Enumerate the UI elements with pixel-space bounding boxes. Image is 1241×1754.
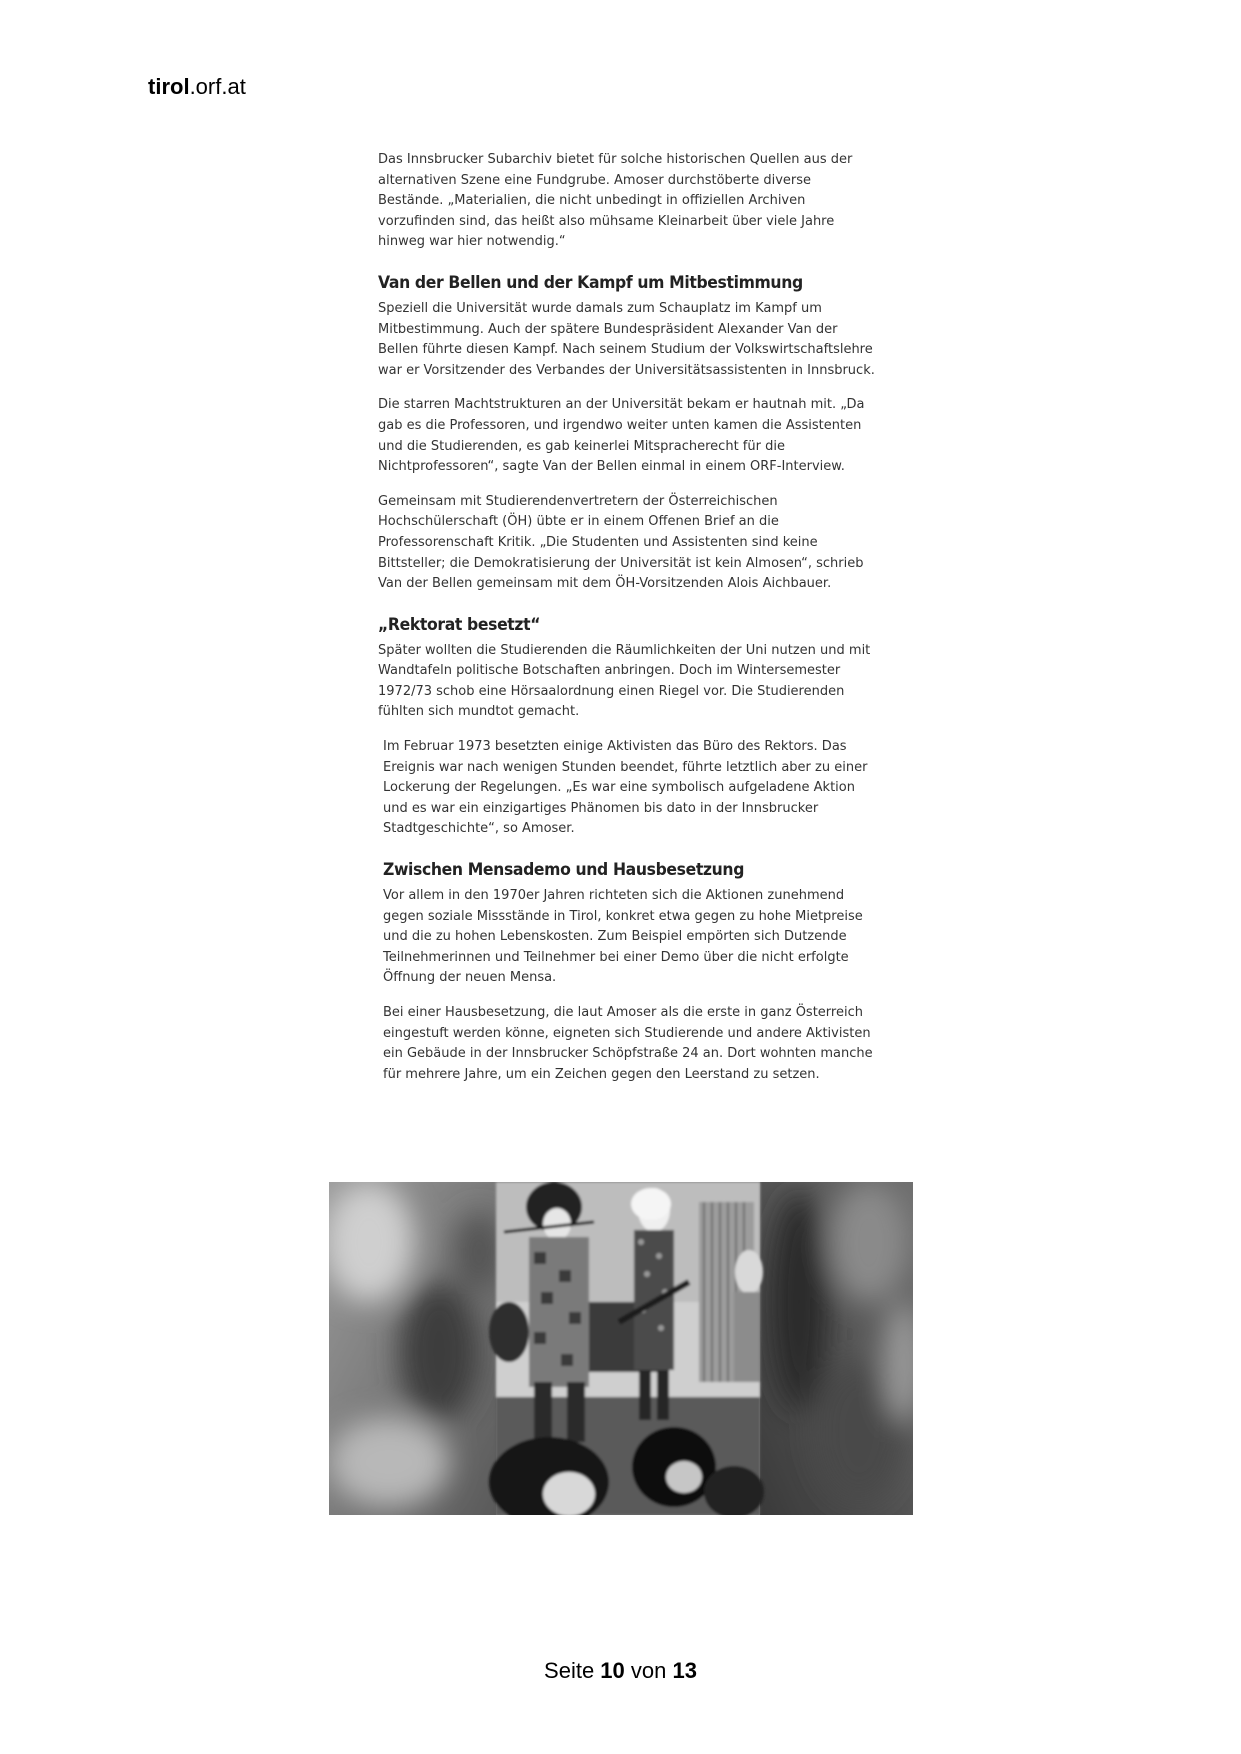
- current-page: 10: [600, 1658, 625, 1683]
- paragraph-wandtafeln: Später wollten die Studierenden die Räumlichkeiten der Uni nutzen und mit Wandtafeln politische Botschaften anbringen. Doch im Wintersemester 1972/73 schob eine Hörsaalordnung einen Riegel vor. Die Studierenden fühlten sich mundtot gemacht.: [378, 642, 871, 720]
- paragraph-social-issues: Vor allem in den 1970er Jahren richteten sich die Aktionen zunehmend gegen soziale Missstände in Tirol, konkret etwa gegen zu hohe Mietpreise und die zu hohen Lebenskosten. Zum Beispiel empörten sich Dutzende Teilnehmerinnen und Teilnehmer bei einer Demo über die nicht erfolgte Öffnung der neuen Mensa.: [383, 888, 863, 986]
- photo-main: [489, 1182, 764, 1515]
- heading-rektorat: „Rektorat besetzt“: [378, 614, 541, 635]
- heading-mensademo: Zwischen Mensademo und Hausbesetzung: [383, 860, 745, 881]
- paragraph-power-structures: Die starren Machtstrukturen an der Universität bekam er hautnah mit. „Da gab es die Professoren, und irgendwo weiter unten kamen die Assistenten und die Studierenden, es gab keinerlei Mitspracherecht für die Nichtprofessoren“, sagte Van der Bellen einmal in einem ORF-Interview.: [378, 397, 865, 475]
- page-separator: von: [624, 1658, 673, 1683]
- paragraph-subarchiv: Das Innsbrucker Subarchiv bietet für solche historischen Quellen aus der alternativen Szene eine Fundgrube. Amoser durchstöberte diverse Bestände. „Materialien, die nicht unbedingt in offiziellen Archiven vorzufinden sind, das heißt also mühsame Kleinarbeit über viele Jahre hinweg war hier notwendig.“: [378, 152, 853, 250]
- paragraph-open-letter: Gemeinsam mit Studierendenvertretern der Österreichischen Hochschülerschaft (ÖH) übte er in einem Offenen Brief an die Professorenschaft Kritik. „Die Studenten und Assistenten sind keine Bittsteller; die Demokratisierung der Universität ist kein Almosen“, schrieb Van der Bellen gemeinsam mit dem ÖH-Vorsitzenden Alois Aichbauer.: [378, 493, 864, 592]
- total-pages: 13: [672, 1658, 697, 1683]
- page-prefix: Seite: [544, 1658, 601, 1683]
- article-continued: [378, 737, 878, 1085]
- blurred-left-panel: [329, 1182, 504, 1515]
- site-name-bold: tirol: [148, 74, 190, 99]
- paragraph-university: Speziell die Universität wurde damals zum Schauplatz im Kampf um Mitbestimmung. Auch der spätere Bundespräsident Alexander Van der Bellen führte diesen Kampf. Nach seinem Studium der Volkswirtschaftslehre war er Vorsitzender des Verbandes der Universitätsassistenten in Innsbruck.: [378, 300, 875, 378]
- site-name-domain: .orf.at: [189, 74, 246, 99]
- heading-van-der-bellen: Van der Bellen und der Kampf um Mitbestimmung: [378, 272, 803, 293]
- concert-photo: [329, 1182, 913, 1515]
- blurred-right-panel: [760, 1182, 913, 1515]
- paragraph-occupation: Im Februar 1973 besetzten einige Aktivisten das Büro des Rektors. Das Ereignis war nach wenigen Stunden beendet, führte letztlich aber zu einer Lockerung der Regelungen. „Es war eine symbolisch aufgeladene Aktion und es war ein einzigartiges Phänomen bis dato in der Innsbrucker Stadtgeschichte“, so Amoser.: [383, 739, 868, 837]
- site-header: [148, 74, 246, 100]
- article-body: [378, 150, 878, 1099]
- page-footer: [0, 1658, 1241, 1684]
- paragraph-squatting: Bei einer Hausbesetzung, die laut Amoser als die erste in ganz Österreich eingestuft werden könne, eigneten sich Studierende und andere Aktivisten ein Gebäude in der Innsbrucker Schöpfstraße 24 an. Dort wohnten manche für mehrere Jahre, um ein Zeichen gegen den Leerstand zu setzen.: [383, 1005, 873, 1082]
